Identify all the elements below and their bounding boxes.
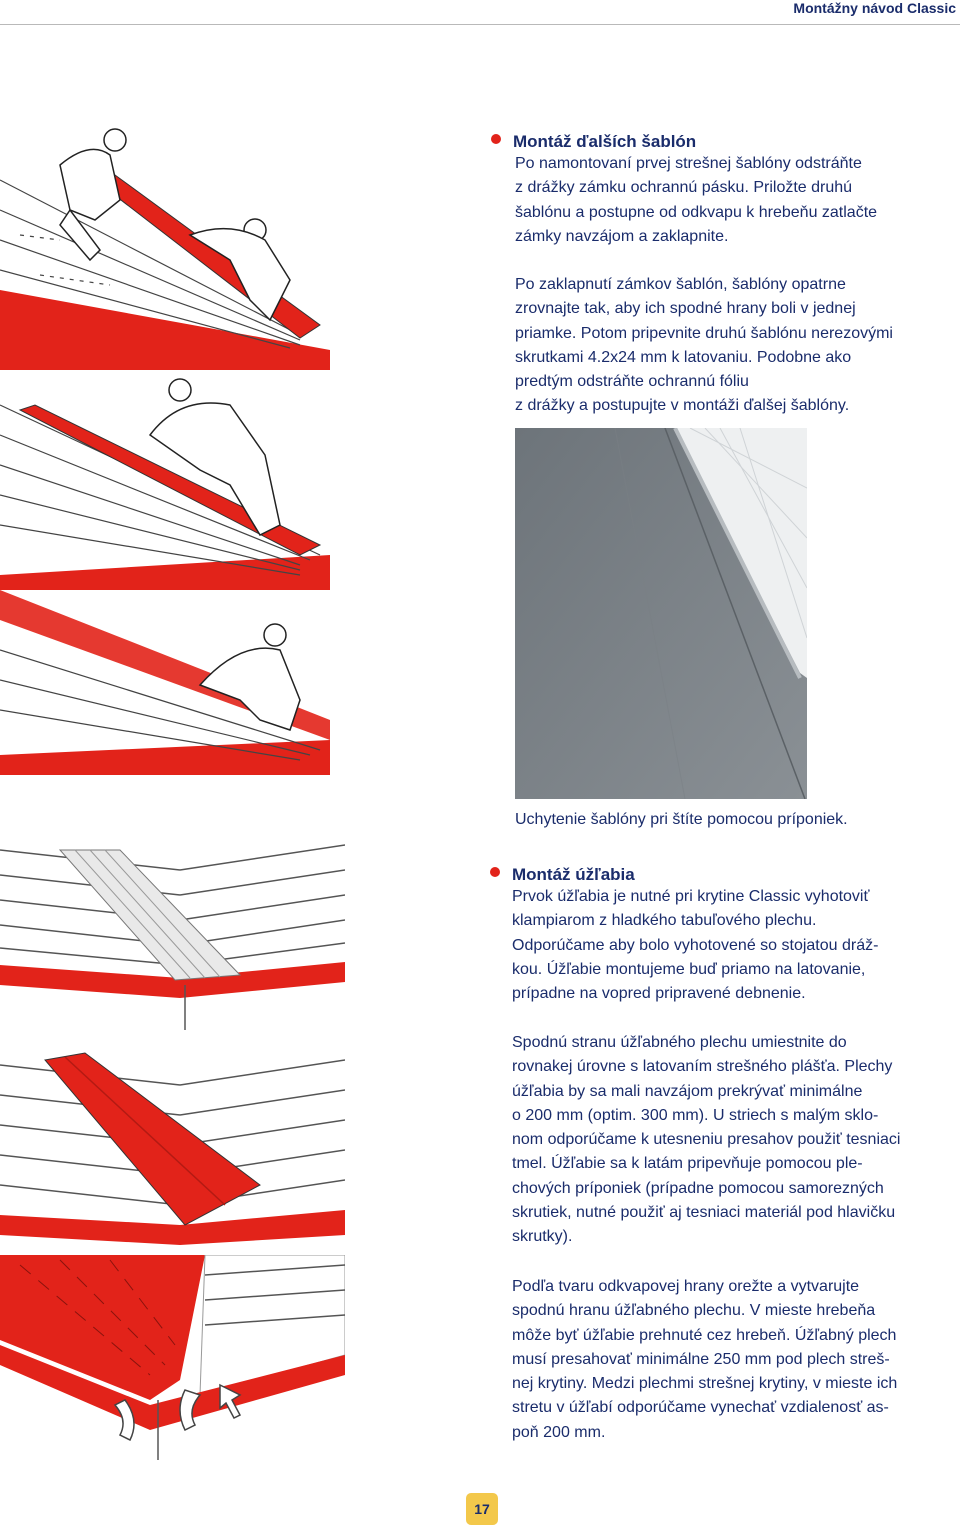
text-line: prípadne na vopred pripravené debnenie. bbox=[512, 985, 806, 1003]
text-line: spodnú hranu úžľabného plechu. V mieste hrebeňa bbox=[512, 1302, 876, 1320]
illustration-valley-battens bbox=[0, 840, 345, 1030]
photo-caption: Uchytenie šablóny pri štíte pomocou príponiek. bbox=[515, 811, 848, 828]
text-line: nej krytiny. Medzi plechmi strešnej krytiny, v mieste ich bbox=[512, 1375, 898, 1393]
text-line: kou. Úžľabie montujeme buď priamo na latovanie, bbox=[512, 960, 866, 978]
section2-paragraph-2 bbox=[512, 1031, 900, 1250]
text-line: skrutkami 4.2x24 mm k latovaniu. Podobne ako bbox=[515, 348, 852, 366]
illustration-worker-kneeling bbox=[0, 590, 330, 775]
text-line: Prvok úžľabia je nutné pri krytine Classic vyhotoviť bbox=[512, 888, 870, 905]
illustration-valley-sheet bbox=[0, 1045, 345, 1245]
section-heading-templates: Montáž ďalších šablón bbox=[513, 132, 697, 151]
text-line: skrutky). bbox=[512, 1228, 573, 1246]
section-heading-valley: Montáž úžľabia bbox=[512, 865, 635, 884]
text-line: Podľa tvaru odkvapovej hrany orežte a vytvarujte bbox=[512, 1278, 860, 1295]
text-line: zámky navzájom a zaklapnite. bbox=[515, 227, 729, 245]
section2-paragraph-1 bbox=[512, 885, 878, 1006]
text-line: úžľabia by sa mali navzájom prekrývať minimálne bbox=[512, 1082, 863, 1100]
section2-paragraph-3 bbox=[512, 1275, 897, 1445]
text-line: Po namontovaní prvej strešnej šablóny odstráňte bbox=[515, 155, 862, 172]
bullet-icon bbox=[491, 134, 501, 144]
text-line: priamke. Potom pripevnite druhú šablónu nerezovými bbox=[515, 324, 893, 342]
text-line: skrutiek, nutné použiť aj tesniaci materiál pod hlavičku bbox=[512, 1204, 896, 1222]
text-line: tmel. Úžľabie sa k latám pripevňuje pomocou ple- bbox=[512, 1155, 863, 1173]
text-line: nom odporúčame k utesneniu presahov použiť tesniaci bbox=[512, 1131, 901, 1149]
text-line: Odporúčame aby bolo vyhotovené so stojatou dráž- bbox=[512, 936, 879, 954]
text-line: klampiarom z hladkého tabuľového plechu. bbox=[512, 912, 817, 930]
text-line: šablónu a postupne od odkvapu k hrebeňu zatlačte bbox=[515, 203, 878, 221]
text-line: z drážky zámku ochrannú pásku. Priložte druhú bbox=[515, 179, 853, 197]
illustration-worker-fastening-panel bbox=[0, 375, 330, 590]
bullet-icon bbox=[490, 867, 500, 877]
text-line: z drážky a postupujte v montáži ďalšej šablóny. bbox=[515, 397, 850, 415]
photo-panel-clip-at-gable bbox=[515, 428, 807, 799]
header-rule bbox=[0, 24, 960, 25]
text-line: môže byť úžľabie prehnuté cez hrebeň. Úžľabný plech bbox=[512, 1326, 897, 1344]
illustration-workers-placing-panel bbox=[0, 120, 330, 370]
text-line: Po zaklapnutí zámkov šablón, šablóny opatrne bbox=[515, 276, 846, 293]
text-line: zrovnajte tak, aby ich spodné hrany boli v jednej bbox=[515, 300, 856, 318]
text-line: chových príponiek (prípadne pomocou samorezných bbox=[512, 1179, 884, 1197]
text-line: o 200 mm (optim. 300 mm). U striech s malým sklo- bbox=[512, 1106, 879, 1124]
section1-paragraph-1 bbox=[515, 152, 877, 249]
header-title: Montážny návod Classic bbox=[793, 0, 956, 16]
text-line: stretu v úžľabí odporúčame vynechať vzdialenosť as- bbox=[512, 1399, 889, 1417]
page-number: 17 bbox=[466, 1493, 498, 1525]
section1-paragraph-2 bbox=[515, 273, 893, 419]
illustration-roof-over-valley bbox=[0, 1255, 345, 1460]
text-line: rovnakej úrovne s latovaním strešného plášťa. Plechy bbox=[512, 1058, 893, 1076]
text-line: predtým odstráňte ochrannú fóliu bbox=[515, 373, 749, 391]
text-line: musí presahovať minimálne 250 mm pod plech streš- bbox=[512, 1350, 890, 1368]
text-line: Spodnú stranu úžľabného plechu umiestnite do bbox=[512, 1034, 847, 1051]
text-line: poň 200 mm. bbox=[512, 1423, 606, 1441]
